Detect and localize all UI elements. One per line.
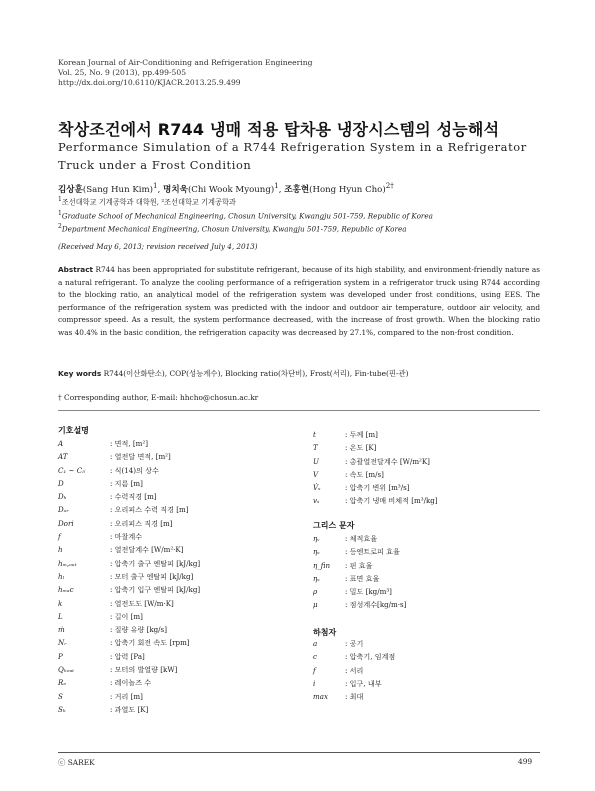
abstract-text: R744 has been appropriated for substitute refrigerant, because of its high stability, and environment-friendly nature as a natural refrigerant. To analyze the cooling performance of a refrigeration system in a refrigerator truck using R744 according to the blocking ratio, an analytical model of the refrigeration system was developed under frost conditions, using EES. The performance of the refrigeration system was predicted with the indoor and outdoor air temperature, outdoor air velocity, and compressor speed. As a result, the system performance decreased, with the increase of frost growth. When the blocking ratio was 40.4% in the basic condition, the refrigeration capacity was decreased by 27.1%, compared to the non-frost condition. <box>58 265 541 337</box>
definition: : 압력 [Pa] <box>110 651 145 661</box>
symbol: ηₛ <box>313 573 320 583</box>
definition: : 최대 <box>345 692 364 702</box>
symbol: U <box>313 456 319 466</box>
author-1-ko: 김상훈 <box>58 184 83 195</box>
symbol: max <box>313 692 328 702</box>
symbol: A <box>58 439 64 448</box>
symbol: Dₒᵣ <box>58 505 69 515</box>
definition: : 두께 [m] <box>345 430 378 439</box>
keywords-label: Key words <box>58 369 102 378</box>
list-item <box>58 583 298 596</box>
definition: : 입구, 내부 <box>345 678 382 688</box>
list-item <box>313 468 543 481</box>
journal-volume: Vol. 25, No. 9 (2013), pp.499-505 <box>58 68 187 77</box>
symbol: V̇ₛ <box>313 483 321 493</box>
corresponding-author: † Corresponding author, E-mail: hhcho@chosun.ac.kr <box>58 393 259 402</box>
received-dates: (Received May 6, 2013; revision received July 4, 2013) <box>58 242 258 251</box>
definition: : 오리피스 직경 [m] <box>110 518 173 528</box>
definition: : 압축기, 임계점 <box>345 652 396 662</box>
symbol: C₁ ~ C₅ <box>58 465 85 475</box>
symbol: t <box>313 430 316 439</box>
abstract-label: Abstract <box>58 265 94 274</box>
affiliation-korean: $^1$조선대학교 기계공학과 대학원, ²조선대학교 기계공학과 <box>58 196 236 207</box>
author-2-ko: 명치욱 <box>163 184 188 195</box>
symbol: vₛ <box>313 496 320 506</box>
list-item <box>58 676 298 689</box>
affiliation-english-1: $^1$Graduate School of Mechanical Engineering, Chosun University, Kwangju 501-759, Republic of Korea <box>58 210 433 221</box>
greek-list <box>313 532 543 612</box>
symbol: f <box>313 665 316 675</box>
definition: : 과열도 [K] <box>110 704 149 714</box>
list-item <box>58 477 298 490</box>
list-item <box>313 637 543 650</box>
page-number: 499 <box>518 757 533 766</box>
symbol: D <box>58 478 64 488</box>
nomenclature-title: 기호설명 <box>58 426 89 435</box>
list-item <box>58 570 298 583</box>
definition: : 속도 [m/s] <box>345 469 384 479</box>
symbol: k <box>58 598 63 608</box>
author-3-en: (Hong Hyun Cho) <box>309 184 386 195</box>
list-item <box>58 503 298 516</box>
list-item <box>313 598 543 611</box>
symbol: Rₑ <box>58 678 67 688</box>
affiliation-english-2: $^2$Department Mechanical Engineering, Chosun University, Kwangju 501-759, Republic of Korea <box>58 223 407 234</box>
definition: : 핀 효율 <box>345 560 373 570</box>
symbol: Sₕ <box>58 704 66 714</box>
symbol: ηₛ <box>313 547 320 557</box>
symbol: Dₕ <box>58 492 67 502</box>
list-item <box>58 530 298 543</box>
symbol: ρ <box>313 587 318 597</box>
symbol: ηᵥ <box>313 534 320 543</box>
list-item <box>313 664 543 677</box>
definition: : 마찰계수 <box>110 532 143 542</box>
list-item <box>313 481 543 494</box>
symbol: f <box>58 532 61 542</box>
definition: : 모터의 발열량 [kW] <box>110 665 178 675</box>
list-item <box>58 464 298 477</box>
definition: : 오리피스 수력 직경 [m] <box>110 505 189 515</box>
symbol: i <box>313 678 316 688</box>
list-item <box>58 517 298 530</box>
title-english: Performance Simulation of a R744 Refrigeration System in a Refrigerator Truck under a Frost Condition <box>58 140 527 172</box>
symbol: η_fin <box>313 560 331 570</box>
list-item <box>313 572 543 585</box>
list-item <box>58 623 298 636</box>
author-3-sup: 2† <box>385 181 394 190</box>
definition: : 압축기 입구 엔탈피 [kJ/kg] <box>110 585 201 595</box>
list-item <box>58 597 298 610</box>
definition: : 점성계수[kg/m·s] <box>345 600 407 610</box>
list-item <box>58 557 298 570</box>
list-item <box>58 437 298 450</box>
abstract <box>58 264 540 340</box>
list-item <box>58 663 298 676</box>
list-item <box>313 585 543 598</box>
symbol: P <box>58 651 63 661</box>
list-item <box>58 543 298 556</box>
keywords <box>58 368 540 379</box>
definition: : 압축기 회전 속도 [rpm] <box>110 638 190 648</box>
definition: : 총괄열전달계수 [W/m²K] <box>345 456 430 466</box>
definition: : 표면 효율 <box>345 573 380 583</box>
symbol: T <box>313 443 318 453</box>
definition: : 서리 <box>345 665 364 675</box>
list-item <box>58 490 298 503</box>
list-item <box>58 610 298 623</box>
nomenclature-list-continued <box>313 428 543 508</box>
definition: : 공기 <box>345 639 364 648</box>
definition: : 열전도도 [W/m·K] <box>110 598 174 608</box>
definition: : 모터 출구 엔탈피 [kJ/kg] <box>110 571 194 581</box>
author-list: 김상훈(Sang Hun Kim)$^1$, 명치욱(Chi Wook Myoung)$^1$, 조홍현(Hong Hyun Cho)$^{2\dagger}$ <box>58 181 394 195</box>
list-item <box>313 650 543 663</box>
symbol: hₘ,ₒᵤₜ <box>58 558 77 568</box>
journal-header <box>58 58 312 88</box>
definition: : 질량 유량 [kg/s] <box>110 625 167 635</box>
footer-divider <box>58 752 540 753</box>
definition: : 등엔트로피 효율 <box>345 547 400 557</box>
symbol: Nᵣ <box>58 638 67 648</box>
symbol: hₘₐc <box>58 585 74 595</box>
subscripts-list <box>313 637 543 703</box>
definition: : 수력직경 [m] <box>110 492 157 502</box>
nomenclature-list <box>58 437 298 716</box>
footer-copyright: ⓒ SAREK <box>58 758 95 767</box>
symbol: S <box>58 691 63 701</box>
symbol: AT <box>58 452 68 462</box>
symbol: Dori <box>58 518 74 528</box>
symbol: L <box>58 611 63 621</box>
definition: : 거리 [m] <box>110 691 143 701</box>
title-korean: 착상조건에서 R744 냉매 적용 탑차용 냉장시스템의 성능해석 <box>58 120 500 139</box>
definition: : 압축기 냉매 비체적 [m³/kg] <box>345 496 438 506</box>
section-divider <box>58 410 540 411</box>
journal-name: Korean Journal of Air-Conditioning and Refrigeration Engineering <box>58 58 313 67</box>
symbol: a <box>313 639 318 648</box>
list-item <box>313 545 543 558</box>
definition: : 면적, [m²] <box>110 439 148 448</box>
list-item <box>58 636 298 649</box>
definition: : 열전달 면적, [m²] <box>110 452 171 462</box>
list-item <box>313 428 543 441</box>
definition: : 길이 [m] <box>110 611 143 621</box>
definition: : 지름 [m] <box>110 478 143 488</box>
greek-title: 그리스 문자 <box>313 521 355 530</box>
symbol: Qₕₑₐₜ <box>58 665 75 675</box>
author-2-en: (Chi Wook Myoung) <box>187 184 275 195</box>
list-item <box>58 703 298 716</box>
symbol: V <box>313 469 319 479</box>
list-item <box>313 559 543 572</box>
symbol: hₗ <box>58 571 65 581</box>
list-item <box>313 532 543 545</box>
list-item <box>313 677 543 690</box>
symbol: ṁ <box>58 625 65 635</box>
author-1-en: (Sang Hun Kim) <box>82 184 154 195</box>
definition: : 압축기 출구 엔탈피 [kJ/kg] <box>110 558 201 568</box>
definition: : 열전달계수 [W/m²·K] <box>110 545 184 555</box>
list-item <box>313 494 543 507</box>
definition: : 밀도 [kg/m³] <box>345 587 392 597</box>
definition: : 식(14)의 상수 <box>110 465 159 475</box>
list-item <box>313 441 543 454</box>
keywords-text: R744(이산화탄소), COP(성능계수), Blocking ratio(차단비), Frost(서리), Fin-tube(핀-관) <box>103 369 409 378</box>
list-item <box>313 690 543 703</box>
list-item <box>58 450 298 463</box>
list-item <box>58 690 298 703</box>
symbol: μ <box>313 600 318 610</box>
definition: : 압축기 변위 [m³/s] <box>345 483 410 493</box>
subscripts-title: 하첨자 <box>313 628 337 637</box>
list-item <box>313 455 543 468</box>
symbol: c <box>313 652 317 662</box>
author-1-sup: 1 <box>153 181 158 190</box>
definition: : 온도 [K] <box>345 443 377 453</box>
definition: : 레이놀즈 수 <box>110 678 152 688</box>
symbol: h <box>58 545 63 555</box>
journal-doi[interactable]: http://dx.doi.org/10.6110/KJACR.2013.25.9.499 <box>58 78 241 87</box>
list-item <box>58 650 298 663</box>
definition: : 체적효율 <box>345 534 378 543</box>
author-3-ko: 조홍현 <box>284 184 310 195</box>
author-2-sup: 1 <box>274 181 279 190</box>
